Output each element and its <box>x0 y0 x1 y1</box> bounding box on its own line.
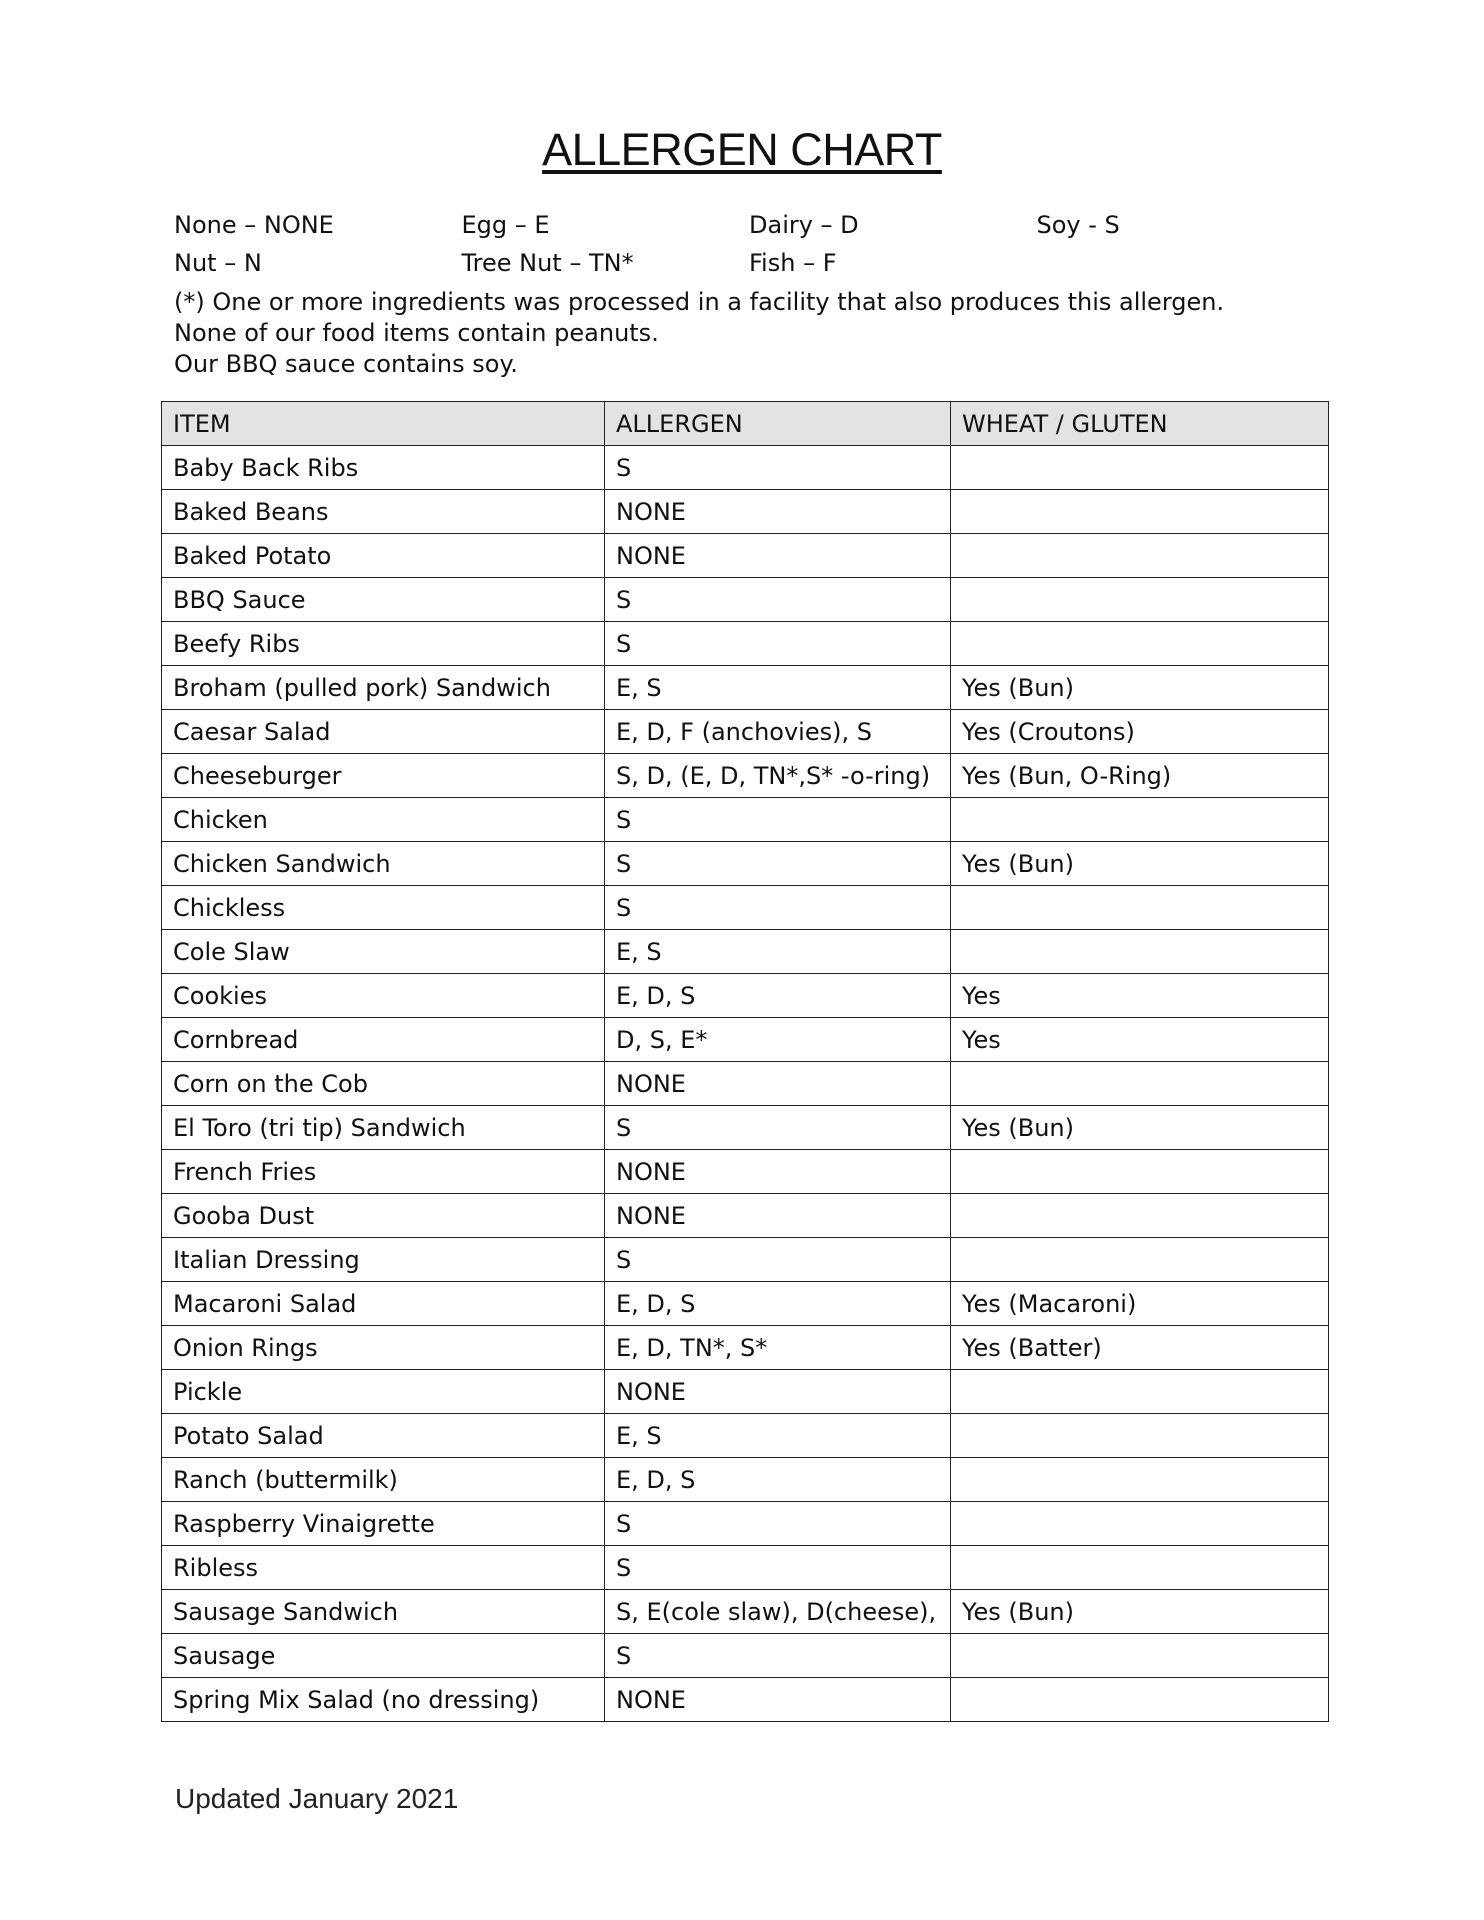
table-row <box>162 1590 1329 1634</box>
legend-entry-none: None – NONE <box>174 211 334 239</box>
item-cell: Ribless <box>162 1546 605 1590</box>
table-row <box>162 1458 1329 1502</box>
item-cell: Cole Slaw <box>162 930 605 974</box>
legend-entry-fish: Fish – F <box>749 249 837 277</box>
table-row <box>162 578 1329 622</box>
wheat-gluten-cell: Yes (Batter) <box>951 1326 1329 1370</box>
table-row <box>162 798 1329 842</box>
table-row <box>162 974 1329 1018</box>
wheat-gluten-cell: Yes (Croutons) <box>951 710 1329 754</box>
wheat-gluten-cell: Yes (Bun) <box>951 666 1329 710</box>
table-row <box>162 754 1329 798</box>
table-row <box>162 1150 1329 1194</box>
wheat-gluten-cell: Yes (Bun) <box>951 842 1329 886</box>
legend-row <box>174 206 1324 244</box>
allergen-cell: NONE <box>605 1678 951 1722</box>
table-row <box>162 1546 1329 1590</box>
legend-entry-dairy: Dairy – D <box>749 211 859 239</box>
allergen-cell: S <box>605 1546 951 1590</box>
note-facility: (*) One or more ingredients was processed in a facility that also produces this allergen. <box>174 288 1225 316</box>
legend-entry-tree-nut: Tree Nut – TN* <box>461 249 634 277</box>
wheat-gluten-cell: Yes (Bun, O-Ring) <box>951 754 1329 798</box>
wheat-gluten-cell <box>951 622 1329 666</box>
allergen-cell: S <box>605 842 951 886</box>
wheat-gluten-cell <box>951 1502 1329 1546</box>
legend-entry-nut: Nut – N <box>174 249 262 277</box>
allergen-cell: E, D, S <box>605 974 951 1018</box>
table-row <box>162 1194 1329 1238</box>
table-row <box>162 1678 1329 1722</box>
table-row <box>162 930 1329 974</box>
table-row <box>162 1370 1329 1414</box>
table-row <box>162 1634 1329 1678</box>
wheat-gluten-cell: Yes <box>951 974 1329 1018</box>
table-row <box>162 534 1329 578</box>
item-cell: Raspberry Vinaigrette <box>162 1502 605 1546</box>
wheat-gluten-cell <box>951 1414 1329 1458</box>
table-row <box>162 446 1329 490</box>
table-row <box>162 710 1329 754</box>
item-cell: French Fries <box>162 1150 605 1194</box>
notes <box>174 287 1224 380</box>
allergen-cell: NONE <box>605 490 951 534</box>
table-row <box>162 1018 1329 1062</box>
item-cell: Ranch (buttermilk) <box>162 1458 605 1502</box>
wheat-gluten-cell <box>951 1678 1329 1722</box>
wheat-gluten-cell <box>951 1370 1329 1414</box>
wheat-gluten-cell <box>951 534 1329 578</box>
table-row <box>162 490 1329 534</box>
allergen-cell: S <box>605 446 951 490</box>
item-cell: Beefy Ribs <box>162 622 605 666</box>
wheat-gluten-cell: Yes <box>951 1018 1329 1062</box>
note-bbq-soy: Our BBQ sauce contains soy. <box>174 350 518 378</box>
column-header-item: ITEM <box>162 402 605 446</box>
allergen-cell: E, D, S <box>605 1282 951 1326</box>
allergen-cell: S <box>605 578 951 622</box>
allergen-table <box>161 401 1329 1722</box>
legend-entry-soy: Soy - S <box>1036 211 1120 239</box>
allergen-cell: S, D, (E, D, TN*,S* -o-ring) <box>605 754 951 798</box>
allergen-cell: S <box>605 1238 951 1282</box>
table-row <box>162 1326 1329 1370</box>
wheat-gluten-cell <box>951 1546 1329 1590</box>
legend-entry-egg: Egg – E <box>461 211 550 239</box>
allergen-cell: E, S <box>605 666 951 710</box>
table-header-row <box>162 402 1329 446</box>
item-cell: Chickless <box>162 886 605 930</box>
item-cell: El Toro (tri tip) Sandwich <box>162 1106 605 1150</box>
table-row <box>162 1282 1329 1326</box>
item-cell: Onion Rings <box>162 1326 605 1370</box>
allergen-cell: S <box>605 1106 951 1150</box>
allergen-cell: E, D, F (anchovies), S <box>605 710 951 754</box>
wheat-gluten-cell <box>951 490 1329 534</box>
item-cell: Spring Mix Salad (no dressing) <box>162 1678 605 1722</box>
wheat-gluten-cell <box>951 1458 1329 1502</box>
table-row <box>162 886 1329 930</box>
note-peanuts: None of our food items contain peanuts. <box>174 319 659 347</box>
wheat-gluten-cell <box>951 1194 1329 1238</box>
item-cell: Cornbread <box>162 1018 605 1062</box>
allergen-cell: S <box>605 1502 951 1546</box>
item-cell: Pickle <box>162 1370 605 1414</box>
allergen-cell: E, D, TN*, S* <box>605 1326 951 1370</box>
item-cell: Caesar Salad <box>162 710 605 754</box>
page-title: ALLERGEN CHART <box>542 124 942 175</box>
item-cell: BBQ Sauce <box>162 578 605 622</box>
allergen-cell: NONE <box>605 1194 951 1238</box>
allergen-cell: S <box>605 622 951 666</box>
updated-date: Updated January 2021 <box>175 1783 459 1814</box>
item-cell: Broham (pulled pork) Sandwich <box>162 666 605 710</box>
item-cell: Potato Salad <box>162 1414 605 1458</box>
allergen-cell: NONE <box>605 1062 951 1106</box>
item-cell: Chicken <box>162 798 605 842</box>
wheat-gluten-cell <box>951 1150 1329 1194</box>
table-row <box>162 1062 1329 1106</box>
wheat-gluten-cell <box>951 1062 1329 1106</box>
item-cell: Sausage <box>162 1634 605 1678</box>
wheat-gluten-cell <box>951 1238 1329 1282</box>
allergen-cell: S <box>605 1634 951 1678</box>
item-cell: Macaroni Salad <box>162 1282 605 1326</box>
table-row <box>162 666 1329 710</box>
allergen-cell: NONE <box>605 534 951 578</box>
allergen-cell: S <box>605 886 951 930</box>
item-cell: Sausage Sandwich <box>162 1590 605 1634</box>
wheat-gluten-cell <box>951 930 1329 974</box>
table-row <box>162 1502 1329 1546</box>
wheat-gluten-cell <box>951 798 1329 842</box>
item-cell: Cookies <box>162 974 605 1018</box>
table-row <box>162 1414 1329 1458</box>
wheat-gluten-cell: Yes (Bun) <box>951 1590 1329 1634</box>
allergen-cell: S, E(cole slaw), D(cheese), <box>605 1590 951 1634</box>
item-cell: Italian Dressing <box>162 1238 605 1282</box>
table-body <box>162 446 1329 1722</box>
item-cell: Baked Beans <box>162 490 605 534</box>
table-row <box>162 842 1329 886</box>
legend-row <box>174 244 1324 282</box>
item-cell: Corn on the Cob <box>162 1062 605 1106</box>
item-cell: Cheeseburger <box>162 754 605 798</box>
wheat-gluten-cell <box>951 1634 1329 1678</box>
allergen-legend <box>174 206 1324 282</box>
wheat-gluten-cell <box>951 886 1329 930</box>
allergen-cell: E, S <box>605 1414 951 1458</box>
allergen-cell: NONE <box>605 1370 951 1414</box>
table-row <box>162 1106 1329 1150</box>
wheat-gluten-cell: Yes (Macaroni) <box>951 1282 1329 1326</box>
item-cell: Baby Back Ribs <box>162 446 605 490</box>
table-row <box>162 1238 1329 1282</box>
allergen-cell: E, S <box>605 930 951 974</box>
allergen-cell: NONE <box>605 1150 951 1194</box>
item-cell: Chicken Sandwich <box>162 842 605 886</box>
allergen-cell: S <box>605 798 951 842</box>
wheat-gluten-cell <box>951 446 1329 490</box>
column-header-allergen: ALLERGEN <box>605 402 951 446</box>
wheat-gluten-cell <box>951 578 1329 622</box>
wheat-gluten-cell: Yes (Bun) <box>951 1106 1329 1150</box>
allergen-cell: E, D, S <box>605 1458 951 1502</box>
column-header-wheat-gluten: WHEAT / GLUTEN <box>951 402 1329 446</box>
item-cell: Baked Potato <box>162 534 605 578</box>
table-row <box>162 622 1329 666</box>
allergen-cell: D, S, E* <box>605 1018 951 1062</box>
item-cell: Gooba Dust <box>162 1194 605 1238</box>
